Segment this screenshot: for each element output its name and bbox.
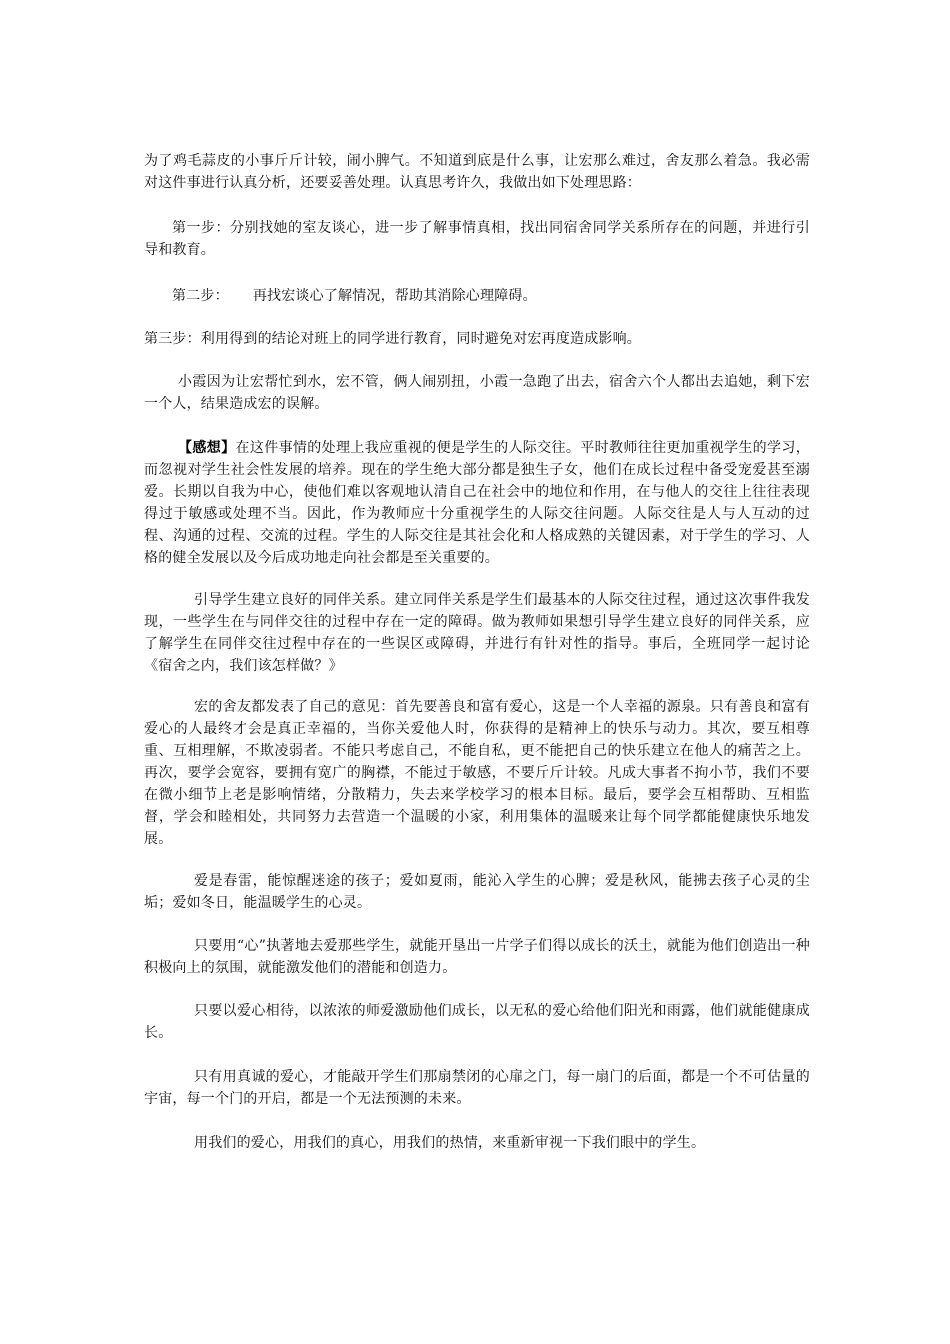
- paragraph-incident: 小霞因为让宏帮忙到水，宏不管，俩人闹别扭，小霞一急跑了出去，宿舍六个人都出去追她，剩下宏一个人，结果造成宏的误解。: [144, 374, 810, 412]
- paragraph-step-three: 第三步：利用得到的结论对班上的同学进行教育，同时避免对宏再度造成影响。: [144, 331, 641, 347]
- paragraph-sincere-love: 只有用真诚的爱心，才能敲开学生们那扇禁闭的心扉之门，每一扇门的后面，都是一个不可估量的宇宙，每一个门的开启，都是一个无法预测的未来。: [144, 1069, 810, 1107]
- paragraph-intro: 为了鸡毛蒜皮的小事斤斤计较，闹小脾气。不知道到底是什么事，让宏那么难过，舍友那么着急。我必需对这件事进行认真分析，还要妥善处理。认真思考许久，我做出如下处理思路：: [144, 153, 810, 191]
- paragraph-love-treat: 只要以爱心相待，以浓浓的师爱激励他们成长，以无私的爱心给他们阳光和雨露，他们就能健康成长。: [144, 1003, 810, 1041]
- paragraph-roommate-opinions: 宏的舍友都发表了自己的意见：首先要善良和富有爱心，这是一个人幸福的源泉。只有善良和富有爱心的人最终才会是真正幸福的，当你关爱他人时，你获得的是精神上的快乐与动力。其次，要互相尊重、互相理解，不欺凌弱者。不能只考虑自己，不能自私，更不能把自己的快乐建立在他人的痛苦之上。再次，要学会宽容，要拥有宽广的胸襟，不能过于敏感，不要斤斤计较。凡成大事者不拘小节，我们不要在微小细节上老是影响情绪，分散精力，失去来学校学习的根本目标。最后，要学会互相帮助、互相监督，学会和睦相处，共同努力去营造一个温暖的小家，利用集体的温暖来让每个同学都能健康快乐地发展。: [144, 699, 810, 847]
- paragraph-closing: 用我们的爱心，用我们的真心，用我们的热情，来重新审视一下我们眼中的学生。: [194, 1135, 706, 1151]
- paragraph-heart: 只要用“心”执著地去爱那些学生，就能开垦出一片学子们得以成长的沃土，就能为他们创造出一种积极向上的氛围，就能激发他们的潜能和创造力。: [144, 938, 810, 976]
- paragraph-step-two: [144, 285, 810, 307]
- paragraph-love-seasons: 爱是春雷，能惊醒迷途的孩子；爱如夏雨，能沁入学生的心脾；爱是秋风，能拂去孩子心灵的尘垢；爱如冬日，能温暖学生的心灵。: [144, 873, 810, 911]
- reflection-heading: 【感想】: [178, 440, 236, 456]
- step-two-label: 第二步：: [172, 288, 229, 304]
- paragraph-step-one: 第一步：分别找她的室友谈心，进一步了解事情真相，找出同宿舍同学关系所存在的问题，并进行引导和教育。: [144, 220, 810, 258]
- paragraph-reflection: [144, 437, 810, 569]
- reflection-text: 在这件事情的处理上我应重视的便是学生的人际交往。平时教师往往更加重视学生的学习，而忽视对学生社会性发展的培养。现在的学生绝大部分都是独生子女，他们在成长过程中备受宠爱甚至溺爱。长期以自我为中心，使他们难以客观地认清自己在社会中的地位和作用，在与他人的交往上往往表现得过于敏感或处理不当。因此，作为教师应十分重视学生的人际交往问题。人际交往是人与人互动的过程、沟通的过程、交流的过程。学生的人际交往是其社会化和人格成熟的关键因素，对于学生的学习、人格的健全发展以及今后成功地走向社会都是至关重要的。: [144, 440, 810, 566]
- step-two-text: 再找宏谈心了解情况，帮助其消除心理障碍。: [252, 288, 537, 304]
- paragraph-peer-relations: 引导学生建立良好的同伴关系。建立同伴关系是学生们最基本的人际交往过程，通过这次事件我发现，一些学生在与同伴交往的过程中存在一定的障碍。做为教师如果想引导学生建立良好的同伴关系，应了解学生在同伴交往过程中存在的一些误区或障碍，并进行有针对性的指导。事后，全班同学一起讨论《宿舍之内，我们该怎样做？》: [144, 592, 810, 674]
